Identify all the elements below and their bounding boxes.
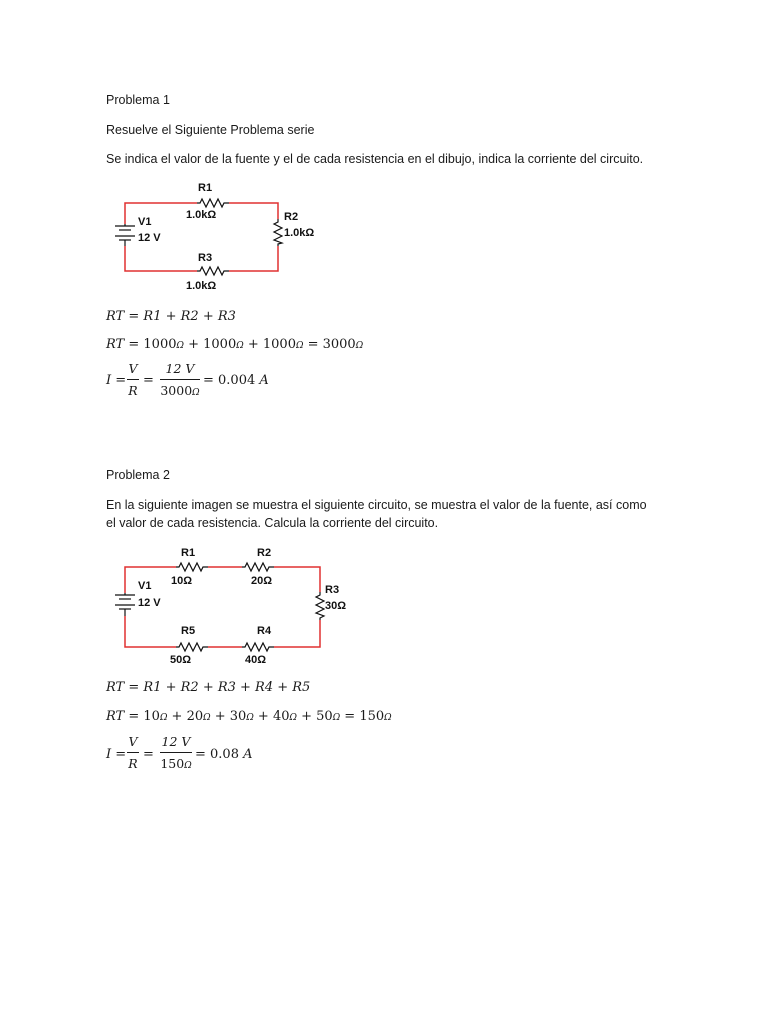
c1-r2-value: 1.0kΩ (284, 227, 315, 239)
problem1-subtitle: Resuelve el Siguiente Problema serie (106, 123, 315, 137)
problem1-statement: Se indica el valor de la fuente y el de cada resistencia en el dibujo, indica la corriente del circuito. (106, 152, 644, 166)
r1-resistor-icon (176, 563, 208, 571)
battery2-icon (115, 593, 135, 616)
c2-r3-name: R3 (325, 584, 340, 596)
c2-r2-name: R2 (257, 547, 272, 559)
c1-r3-value: 1.0kΩ (186, 280, 217, 292)
p1-eq2: RT = 1000Ω + 1000Ω + 1000Ω = 3000Ω (106, 337, 364, 352)
c2-r5-name: R5 (181, 625, 196, 637)
r3-resistor-icon (197, 267, 229, 275)
c2-r5-value: 50Ω (170, 654, 192, 666)
c2-source-name: V1 (138, 580, 152, 592)
c2-r3-value: 30Ω (325, 600, 347, 612)
r1-resistor-icon (197, 199, 229, 207)
problem2-statement-line1: En la siguiente imagen se muestra el siguiente circuito, se muestra el valor de la fuente, así como (106, 498, 647, 512)
c1-r1-name: R1 (198, 182, 213, 194)
problem1-heading: Problema 1 (106, 93, 170, 107)
r2-resistor-icon (242, 563, 274, 571)
p2-eq1: RT = R1 + R2 + R3 + R4 + R5 (106, 680, 311, 695)
c1-r3-name: R3 (198, 252, 213, 264)
c1-r2-name: R2 (284, 211, 299, 223)
p1-eq1: RT = R1 + R2 + R3 (106, 309, 236, 324)
r5-resistor-icon (176, 643, 208, 651)
c2-r4-name: R4 (257, 625, 272, 637)
problem2-heading: Problema 2 (106, 468, 170, 482)
c1-source-name: V1 (138, 216, 152, 228)
c2-r1-value: 10Ω (171, 575, 193, 587)
c2-r4-value: 40Ω (245, 654, 267, 666)
c2-r1-name: R1 (181, 547, 196, 559)
c2-source-value: 12 V (138, 597, 161, 609)
c2-r2-value: 20Ω (251, 575, 273, 587)
p2-eq2: RT = 10Ω + 20Ω + 30Ω + 40Ω + 50Ω = 150Ω (106, 709, 392, 724)
c1-r1-value: 1.0kΩ (186, 209, 217, 221)
r4-resistor-icon (242, 643, 274, 651)
r3-resistor-icon (316, 592, 324, 620)
battery1-icon (115, 224, 135, 246)
c1-source-value: 12 V (138, 232, 161, 244)
problem2-statement-line2: el valor de cada resistencia. Calcula la corriente del circuito. (106, 516, 439, 530)
r2-resistor-icon (274, 219, 282, 246)
